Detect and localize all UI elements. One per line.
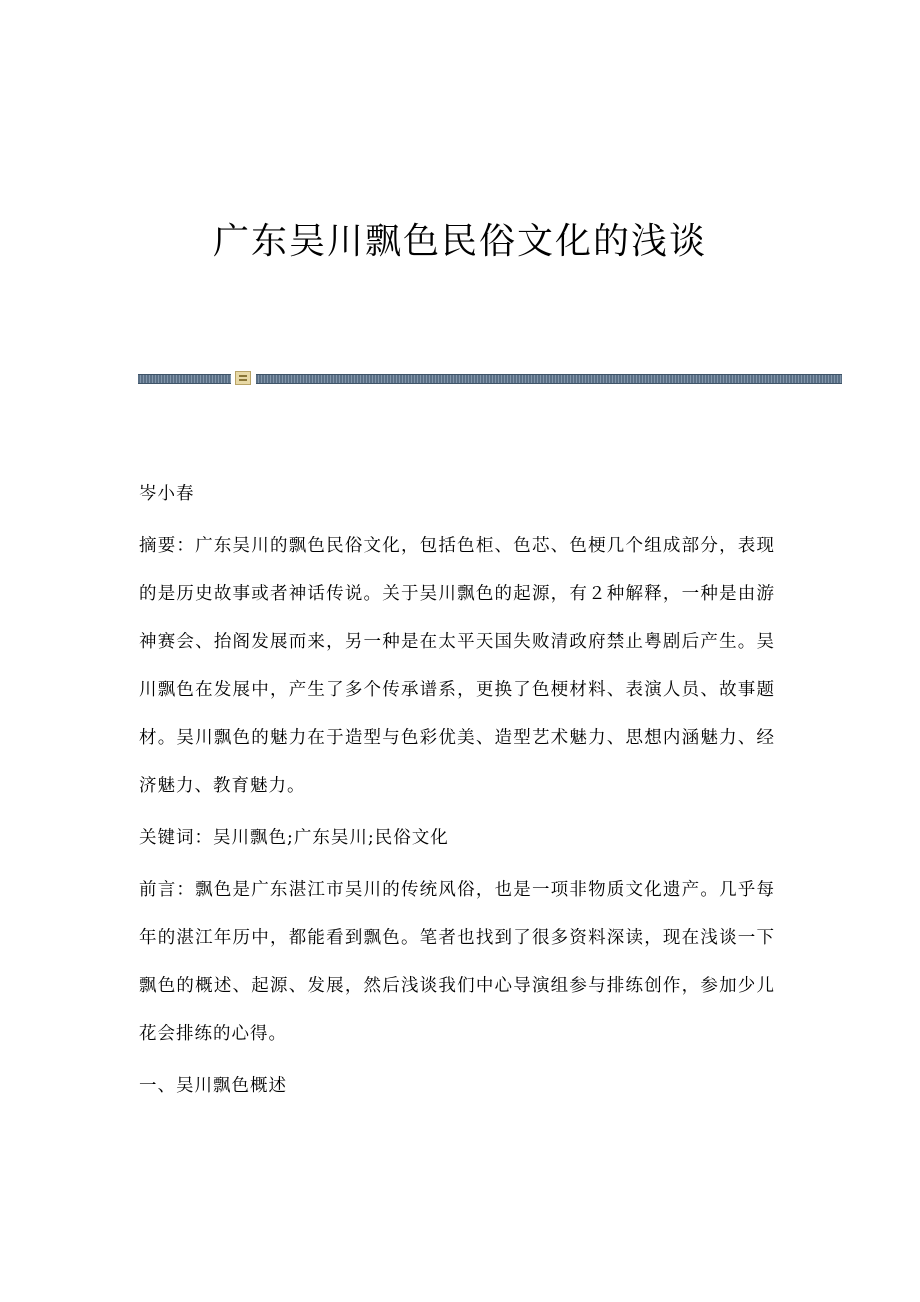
section-heading: 一、吴川飘色概述 bbox=[139, 1076, 287, 1096]
preface-paragraph: 前言：飘色是广东湛江市吴川的传统风俗，也是一项非物质文化遗产。几乎每年的湛江年历中，都能看到飘色。笔者也找到了很多资料深读，现在浅谈一下飘色的概述、起源、发展，然后浅谈我们中心导演组参与排练创作，参加少儿花会排练的心得。 bbox=[139, 880, 775, 1044]
keywords-line: 关键词：吴川飘色;广东吴川;民俗文化 bbox=[139, 828, 449, 848]
document-title: 广东吴川飘色民俗文化的浅谈 bbox=[212, 221, 707, 262]
divider-left-segment bbox=[138, 374, 231, 384]
document-body bbox=[139, 470, 775, 1114]
abstract-paragraph: 摘要：广东吴川的飘色民俗文化，包括色柜、色芯、色梗几个组成部分，表现的是历史故事或者神话传说。关于吴川飘色的起源，有２种解释，一种是由游神赛会、抬阁发展而来，另一种是在太平天国失败清政府禁止粤剧后产生。吴川飘色在发展中，产生了多个传承谱系，更换了色梗材料、表演人员、故事题材。吴川飘色的魅力在于造型与色彩优美、造型艺术魅力、思想内涵魅力、经济魅力、教育魅力。 bbox=[139, 536, 775, 796]
divider-right-segment bbox=[256, 374, 842, 384]
title-divider bbox=[138, 374, 842, 384]
divider-ornament-icon bbox=[235, 371, 251, 385]
author-name: 岑小春 bbox=[139, 484, 195, 504]
